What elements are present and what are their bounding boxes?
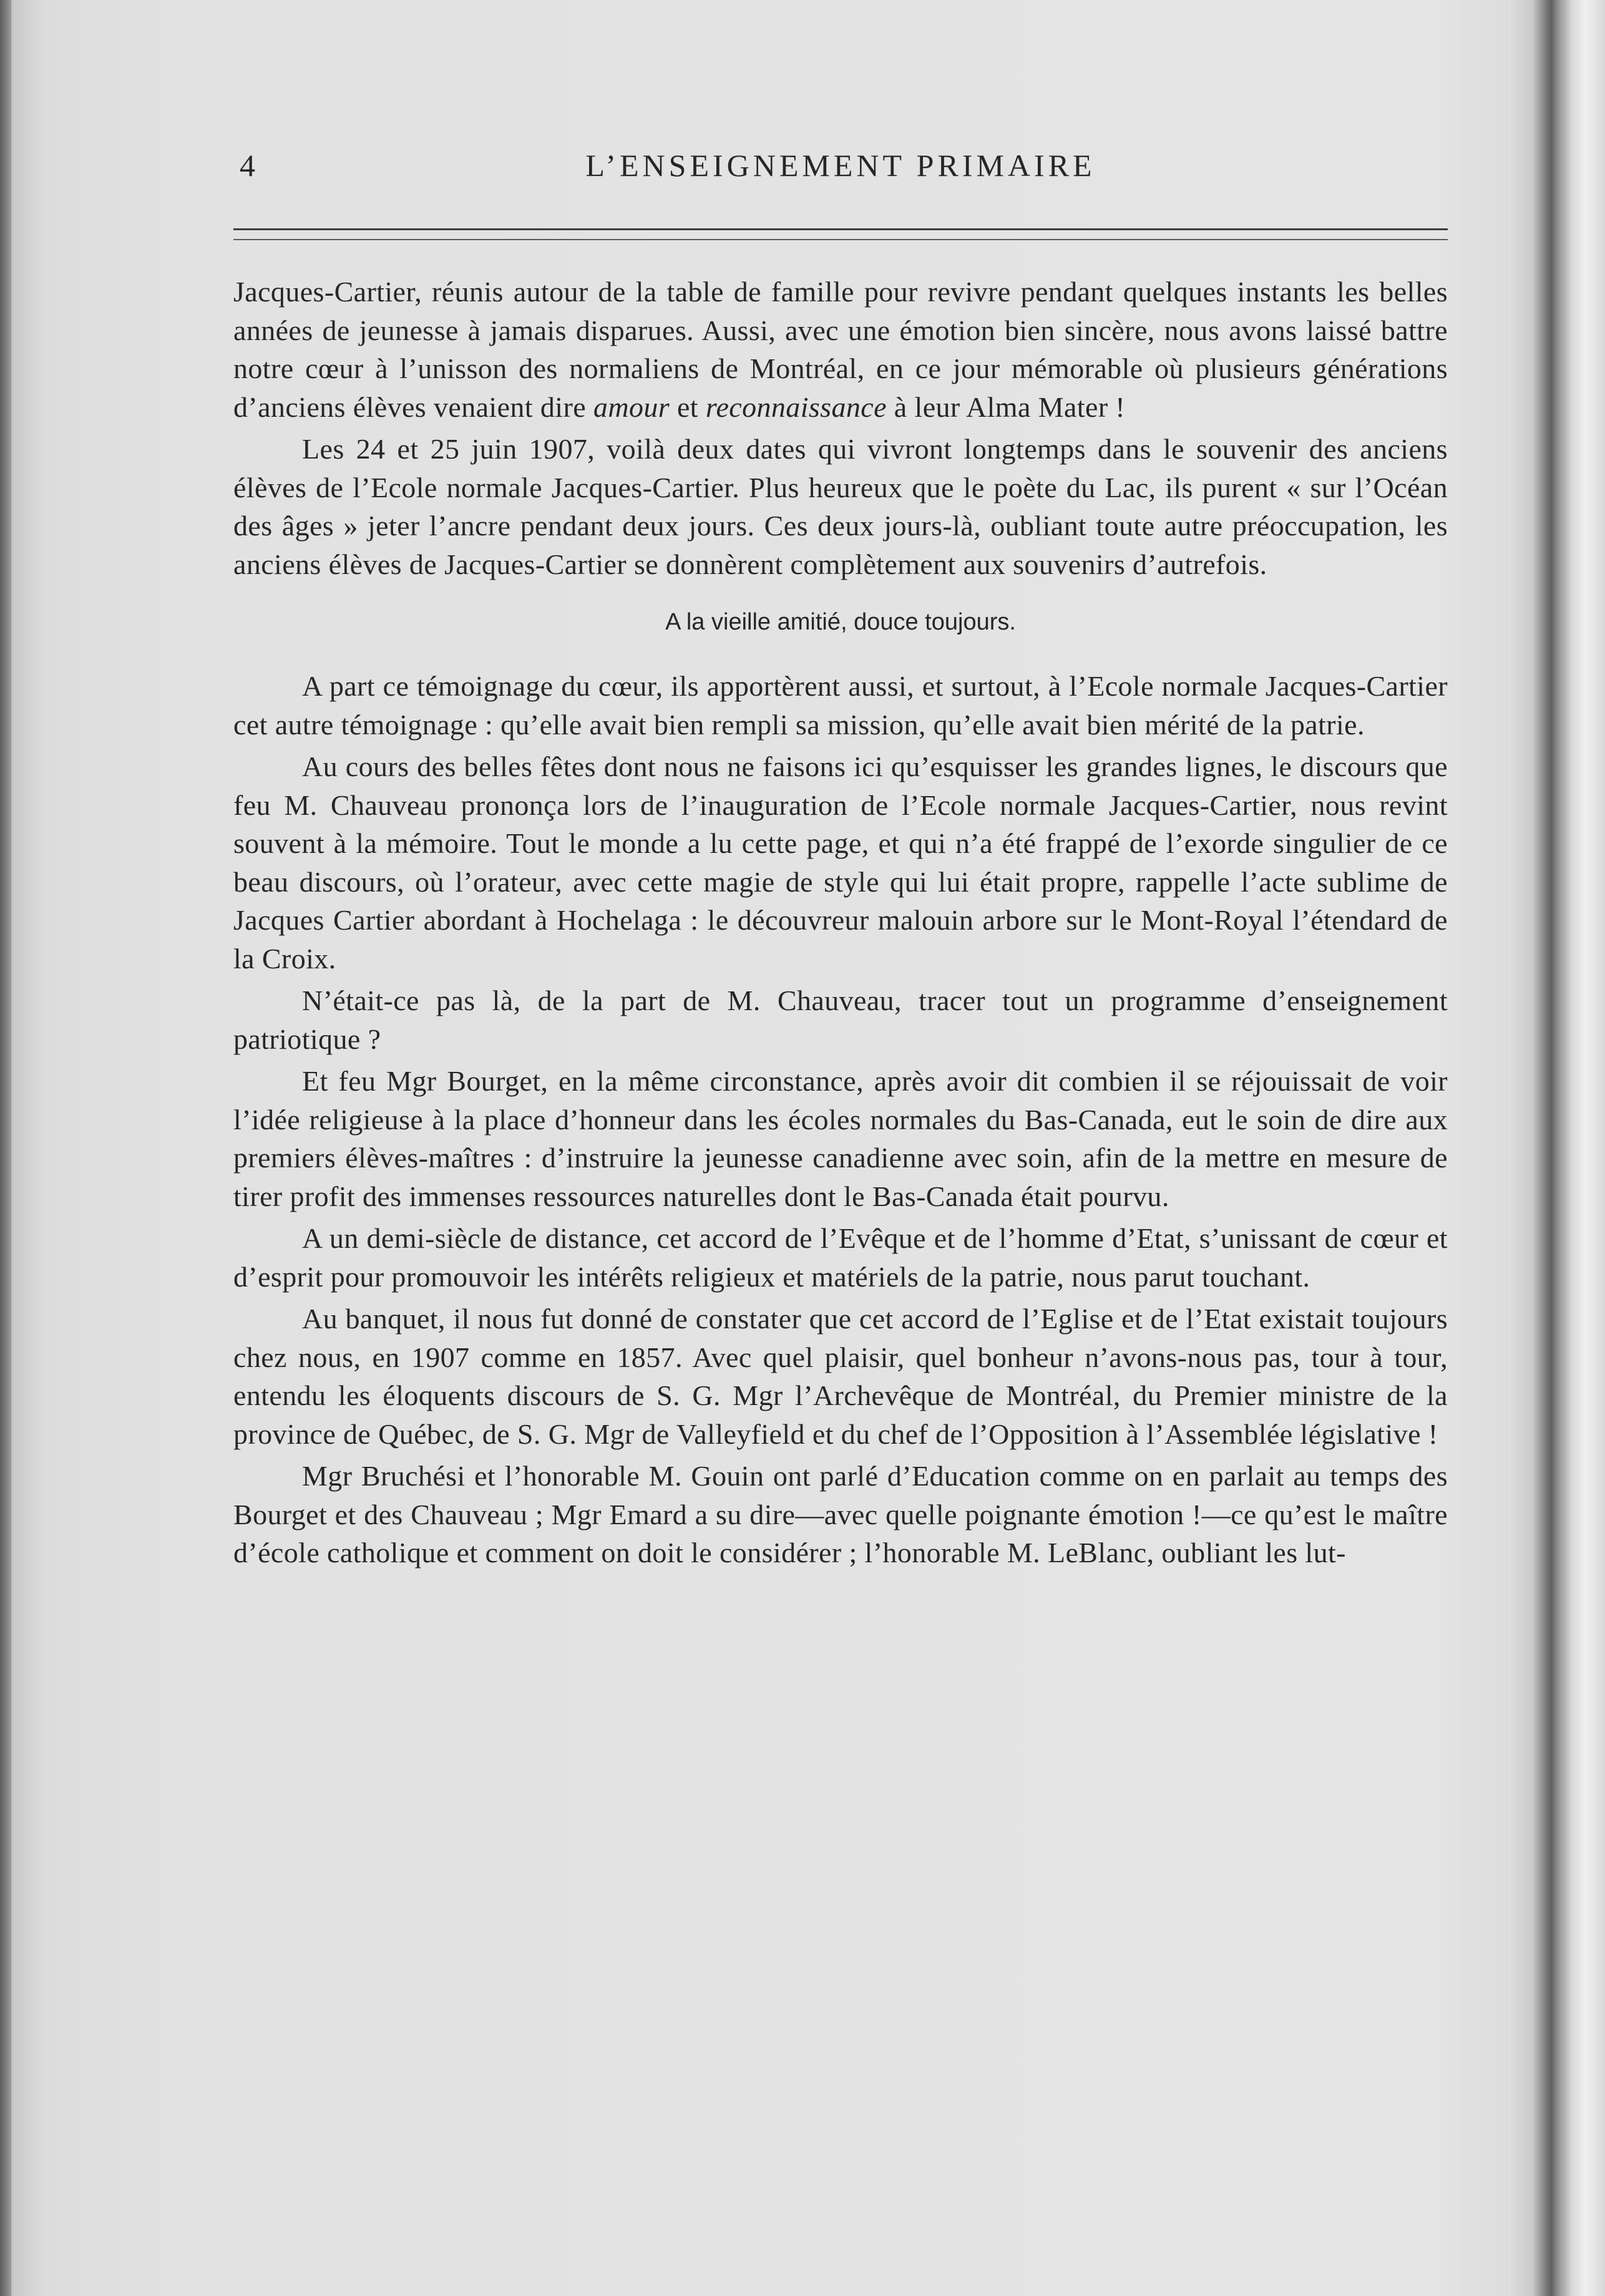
book-page xyxy=(233,147,1448,1576)
paragraph-3: A part ce témoignage du cœur, ils apportèrent aussi, et surtout, à l’Ecole normale Jacques-Cartier cet autre témoignage : qu’elle avait bien rempli sa mission, qu’elle avait bien mérité de la patrie. xyxy=(233,670,1448,741)
paragraph-8: Au banquet, il nous fut donné de constater que cet accord de l’Eglise et de l’Etat existait toujours chez nous, en 1907 comme en 1857. Avec quel plaisir, quel bonheur n’avons-nous pas, tour à tour, entendu les éloquents discours de S. G. Mgr l’Archevêque de Montréal, du Premier ministre de la province de Québec, de S. G. Mgr de Valleyfield et du chef de l’Opposition à l’Assemblée législative ! xyxy=(233,1303,1448,1450)
paragraph-1 xyxy=(233,273,1448,426)
header-double-rule xyxy=(233,228,1448,240)
paragraph-9: Mgr Bruchési et l’honorable M. Gouin ont parlé d’Education comme on en parlait au temps des Bourget et des Chauveau ; Mgr Emard a su dire—avec quelle poignante émotion !—ce qu’est le maître d’école catholique et comment on doit le considérer ; l’honorable M. LeBlanc, oubliant les lut- xyxy=(233,1460,1448,1569)
paragraph-1-end: à leur Alma Mater ! xyxy=(886,391,1126,423)
italic-word-amour: amour xyxy=(593,391,670,423)
paragraph-6: Et feu Mgr Bourget, en la même circonstance, après avoir dit combien il se réjouissait de voir l’idée religieuse à la place d’honneur dans les écoles normales du Bas-Canada, eut le soin de dire aux premiers élèves-maîtres : d’instruire la jeunesse canadienne avec soin, afin de la mettre en mesure de tirer profit des immenses ressources naturelles dont le Bas-Canada était pourvu. xyxy=(233,1065,1448,1212)
running-header xyxy=(233,147,1448,203)
page-left-edge-shadow xyxy=(0,0,11,2296)
paragraph-2: Les 24 et 25 juin 1907, voilà deux dates qui vivront longtemps dans le souvenir des anciens élèves de l’Ecole normale Jacques-Cartier. Plus heureux que le poète du Lac, ils purent « sur l’Océan des âges » jeter l’ancre pendant deux jours. Ces deux jours-là, oubliant toute autre préoccupation, les anciens élèves de Jacques-Cartier se donnèrent complètement aux souvenirs d’autrefois. xyxy=(233,433,1448,580)
paragraph-7: A un demi-siècle de distance, cet accord de l’Evêque et de l’homme d’Etat, s’unissant de cœur et d’esprit pour promouvoir les intérêts religieux et matériels de la patrie, nous parut touchant. xyxy=(233,1222,1448,1293)
journal-title: L’ENSEIGNEMENT PRIMAIRE xyxy=(585,148,1096,183)
paragraph-1-middle: et xyxy=(670,391,706,423)
page-number: 4 xyxy=(240,148,256,183)
article-body xyxy=(233,273,1448,1572)
paragraph-1-text: Jacques-Cartier, réunis autour de la table de famille pour revivre pendant quelques instants les belles années de jeunesse à jamais disparues. Aussi, avec une émotion bien sincère, nous avons laissé battre notre cœur à l’unisson des normaliens de Montréal, en ce jour mémorable où plusieurs générations d’anciens élèves venaient dire xyxy=(233,276,1448,423)
italic-word-reconnaissance: reconnaissance xyxy=(705,391,887,423)
paragraph-4: Au cours des belles fêtes dont nous ne faisons ici qu’esquisser les grandes lignes, le discours que feu M. Chauveau prononça lors de l’inauguration de l’Ecole normale Jacques-Cartier, nous revint souvent à la mémoire. Tout le monde a lu cette page, et qui n’a été frappé de l’exorde singulier de ce beau discours, où l’orateur, avec cette magie de style qui lui était propre, rappelle l’acte sublime de Jacques Cartier abordant à Hochelaga : le découvreur malouin arbore sur le Mont-Royal l’étendard de la Croix. xyxy=(233,751,1448,975)
paragraph-5: N’était-ce pas là, de la part de M. Chauveau, tracer tout un programme d’enseignement patriotique ? xyxy=(233,985,1448,1055)
binding-shadow xyxy=(1533,0,1560,2296)
section-heading: A la vieille amitié, douce toujours. xyxy=(665,609,1016,635)
